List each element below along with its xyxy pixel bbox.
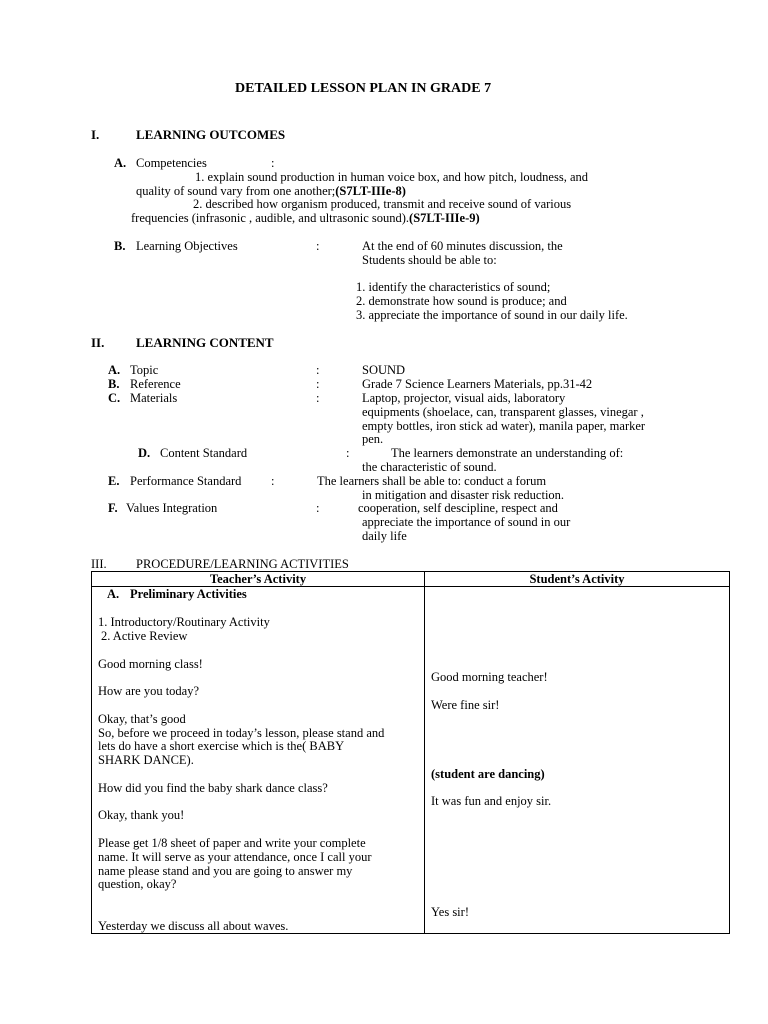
competency-2-line-1: 2. described how organism produced, transmit and receive sound of various — [193, 197, 572, 211]
competencies-colon: : — [271, 156, 275, 170]
values-label: Values Integration — [126, 501, 218, 515]
objectives-label: Learning Objectives — [136, 239, 238, 253]
objectives-intro-line-1: At the end of 60 minutes discussion, the — [362, 239, 563, 253]
materials-line-3: empty bottles, iron stick ad water), manila paper, marker — [362, 419, 646, 433]
teacher-line: Good morning class! — [98, 657, 203, 671]
performance-standard-label: Performance Standard — [130, 474, 242, 488]
performance-standard-line-1: The learners shall be able to: conduct a forum — [317, 474, 547, 488]
preliminary-letter: A. — [107, 587, 120, 601]
competency-1-code: (S7LT-IIIe-8) — [335, 184, 406, 198]
materials-line-1: Laptop, projector, visual aids, laboratory — [362, 391, 566, 405]
competencies-letter: A. — [114, 156, 127, 170]
objective-3: 3. appreciate the importance of sound in our daily life. — [356, 308, 628, 322]
competency-2-code: (S7LT-IIIe-9) — [409, 211, 480, 225]
preliminary-heading: Preliminary Activities — [130, 587, 247, 601]
teacher-line: Please get 1/8 sheet of paper and write your complete — [98, 836, 366, 850]
materials-letter: C. — [108, 391, 121, 405]
content-standard-label: Content Standard — [160, 446, 248, 460]
objective-1: 1. identify the characteristics of sound; — [356, 280, 551, 294]
teacher-line: name please stand and you are going to answer my — [98, 864, 353, 878]
student-activity-cell — [425, 587, 730, 934]
student-line: (student are dancing) — [431, 767, 545, 781]
content-standard-letter: D. — [138, 446, 151, 460]
values-line-2: appreciate the importance of sound in our — [362, 515, 571, 529]
teacher-line: Okay, that’s good — [98, 712, 186, 726]
materials-line-2: equipments (shoelace, can, transparent glasses, vinegar , — [362, 405, 644, 419]
materials-label: Materials — [130, 391, 178, 405]
reference-value: Grade 7 Science Learners Materials, pp.31-42 — [362, 377, 593, 391]
teacher-line: question, okay? — [98, 877, 177, 891]
performance-standard-colon: : — [271, 474, 275, 488]
topic-letter: A. — [108, 363, 121, 377]
teacher-line: 2. Active Review — [101, 629, 188, 643]
content-standard-line-1: The learners demonstrate an understanding of: — [391, 446, 624, 460]
topic-colon: : — [316, 363, 320, 377]
student-line: Were fine sir! — [431, 698, 500, 712]
reference-label: Reference — [130, 377, 181, 391]
reference-letter: B. — [108, 377, 120, 391]
objectives-letter: B. — [114, 239, 126, 253]
content-standard-colon: : — [346, 446, 350, 460]
student-line: Good morning teacher! — [431, 670, 548, 684]
competency-1-line-2: quality of sound vary from one another;(S7LT-IIIe-8) — [136, 184, 406, 198]
teacher-line: Yesterday we discuss all about waves. — [98, 919, 289, 933]
teacher-line: 1. Introductory/Routinary Activity — [98, 615, 270, 629]
competencies-label: Competencies — [136, 156, 207, 170]
values-letter: F. — [108, 501, 118, 515]
objectives-colon: : — [316, 239, 320, 253]
section-3-heading: PROCEDURE/LEARNING ACTIVITIES — [136, 557, 349, 571]
teacher-line: lets do have a short exercise which is the( BABY — [98, 739, 345, 753]
section-2-number: II. — [91, 335, 105, 350]
table-row — [92, 587, 730, 934]
section-1-heading: LEARNING OUTCOMES — [136, 127, 286, 142]
topic-value: SOUND — [362, 363, 406, 377]
competency-2-line-2: frequencies (infrasonic , audible, and ultrasonic sound).(S7LT-IIIe-9) — [131, 211, 480, 225]
student-activity-header: Student’s Activity — [425, 572, 730, 587]
teacher-line: So, before we proceed in today’s lesson, please stand and — [98, 726, 385, 740]
teacher-activity-header: Teacher’s Activity — [92, 572, 425, 587]
teacher-activity-cell — [92, 587, 425, 934]
page-title: DETAILED LESSON PLAN IN GRADE 7 — [235, 81, 492, 96]
values-line-3: daily life — [362, 529, 407, 543]
materials-line-4: pen. — [362, 432, 384, 446]
teacher-line: name. It will serve as your attendance, once I call your — [98, 850, 372, 864]
table-header-row — [92, 572, 730, 587]
teacher-line: SHARK DANCE). — [98, 753, 194, 767]
section-1-number: I. — [91, 127, 100, 142]
teacher-line: Okay, thank you! — [98, 808, 185, 822]
reference-colon: : — [316, 377, 320, 391]
section-2-heading: LEARNING CONTENT — [136, 335, 274, 350]
objectives-intro-line-2: Students should be able to: — [362, 253, 497, 267]
performance-standard-line-2: in mitigation and disaster risk reduction. — [362, 488, 565, 502]
objective-2: 2. demonstrate how sound is produce; and — [356, 294, 567, 308]
teacher-line: How did you find the baby shark dance class? — [98, 781, 328, 795]
competency-1-line-1: 1. explain sound production in human voice box, and how pitch, loudness, and — [195, 170, 588, 184]
values-line-1: cooperation, self descipline, respect and — [358, 501, 558, 515]
materials-colon: : — [316, 391, 320, 405]
teacher-line: How are you today? — [98, 684, 200, 698]
values-colon: : — [316, 501, 320, 515]
performance-standard-letter: E. — [108, 474, 120, 488]
content-standard-line-2: the characteristic of sound. — [362, 460, 497, 474]
section-3-number: III. — [91, 557, 107, 571]
topic-label: Topic — [130, 363, 159, 377]
student-line: It was fun and enjoy sir. — [431, 794, 552, 808]
activities-table — [91, 571, 730, 934]
student-line: Yes sir! — [431, 905, 469, 919]
